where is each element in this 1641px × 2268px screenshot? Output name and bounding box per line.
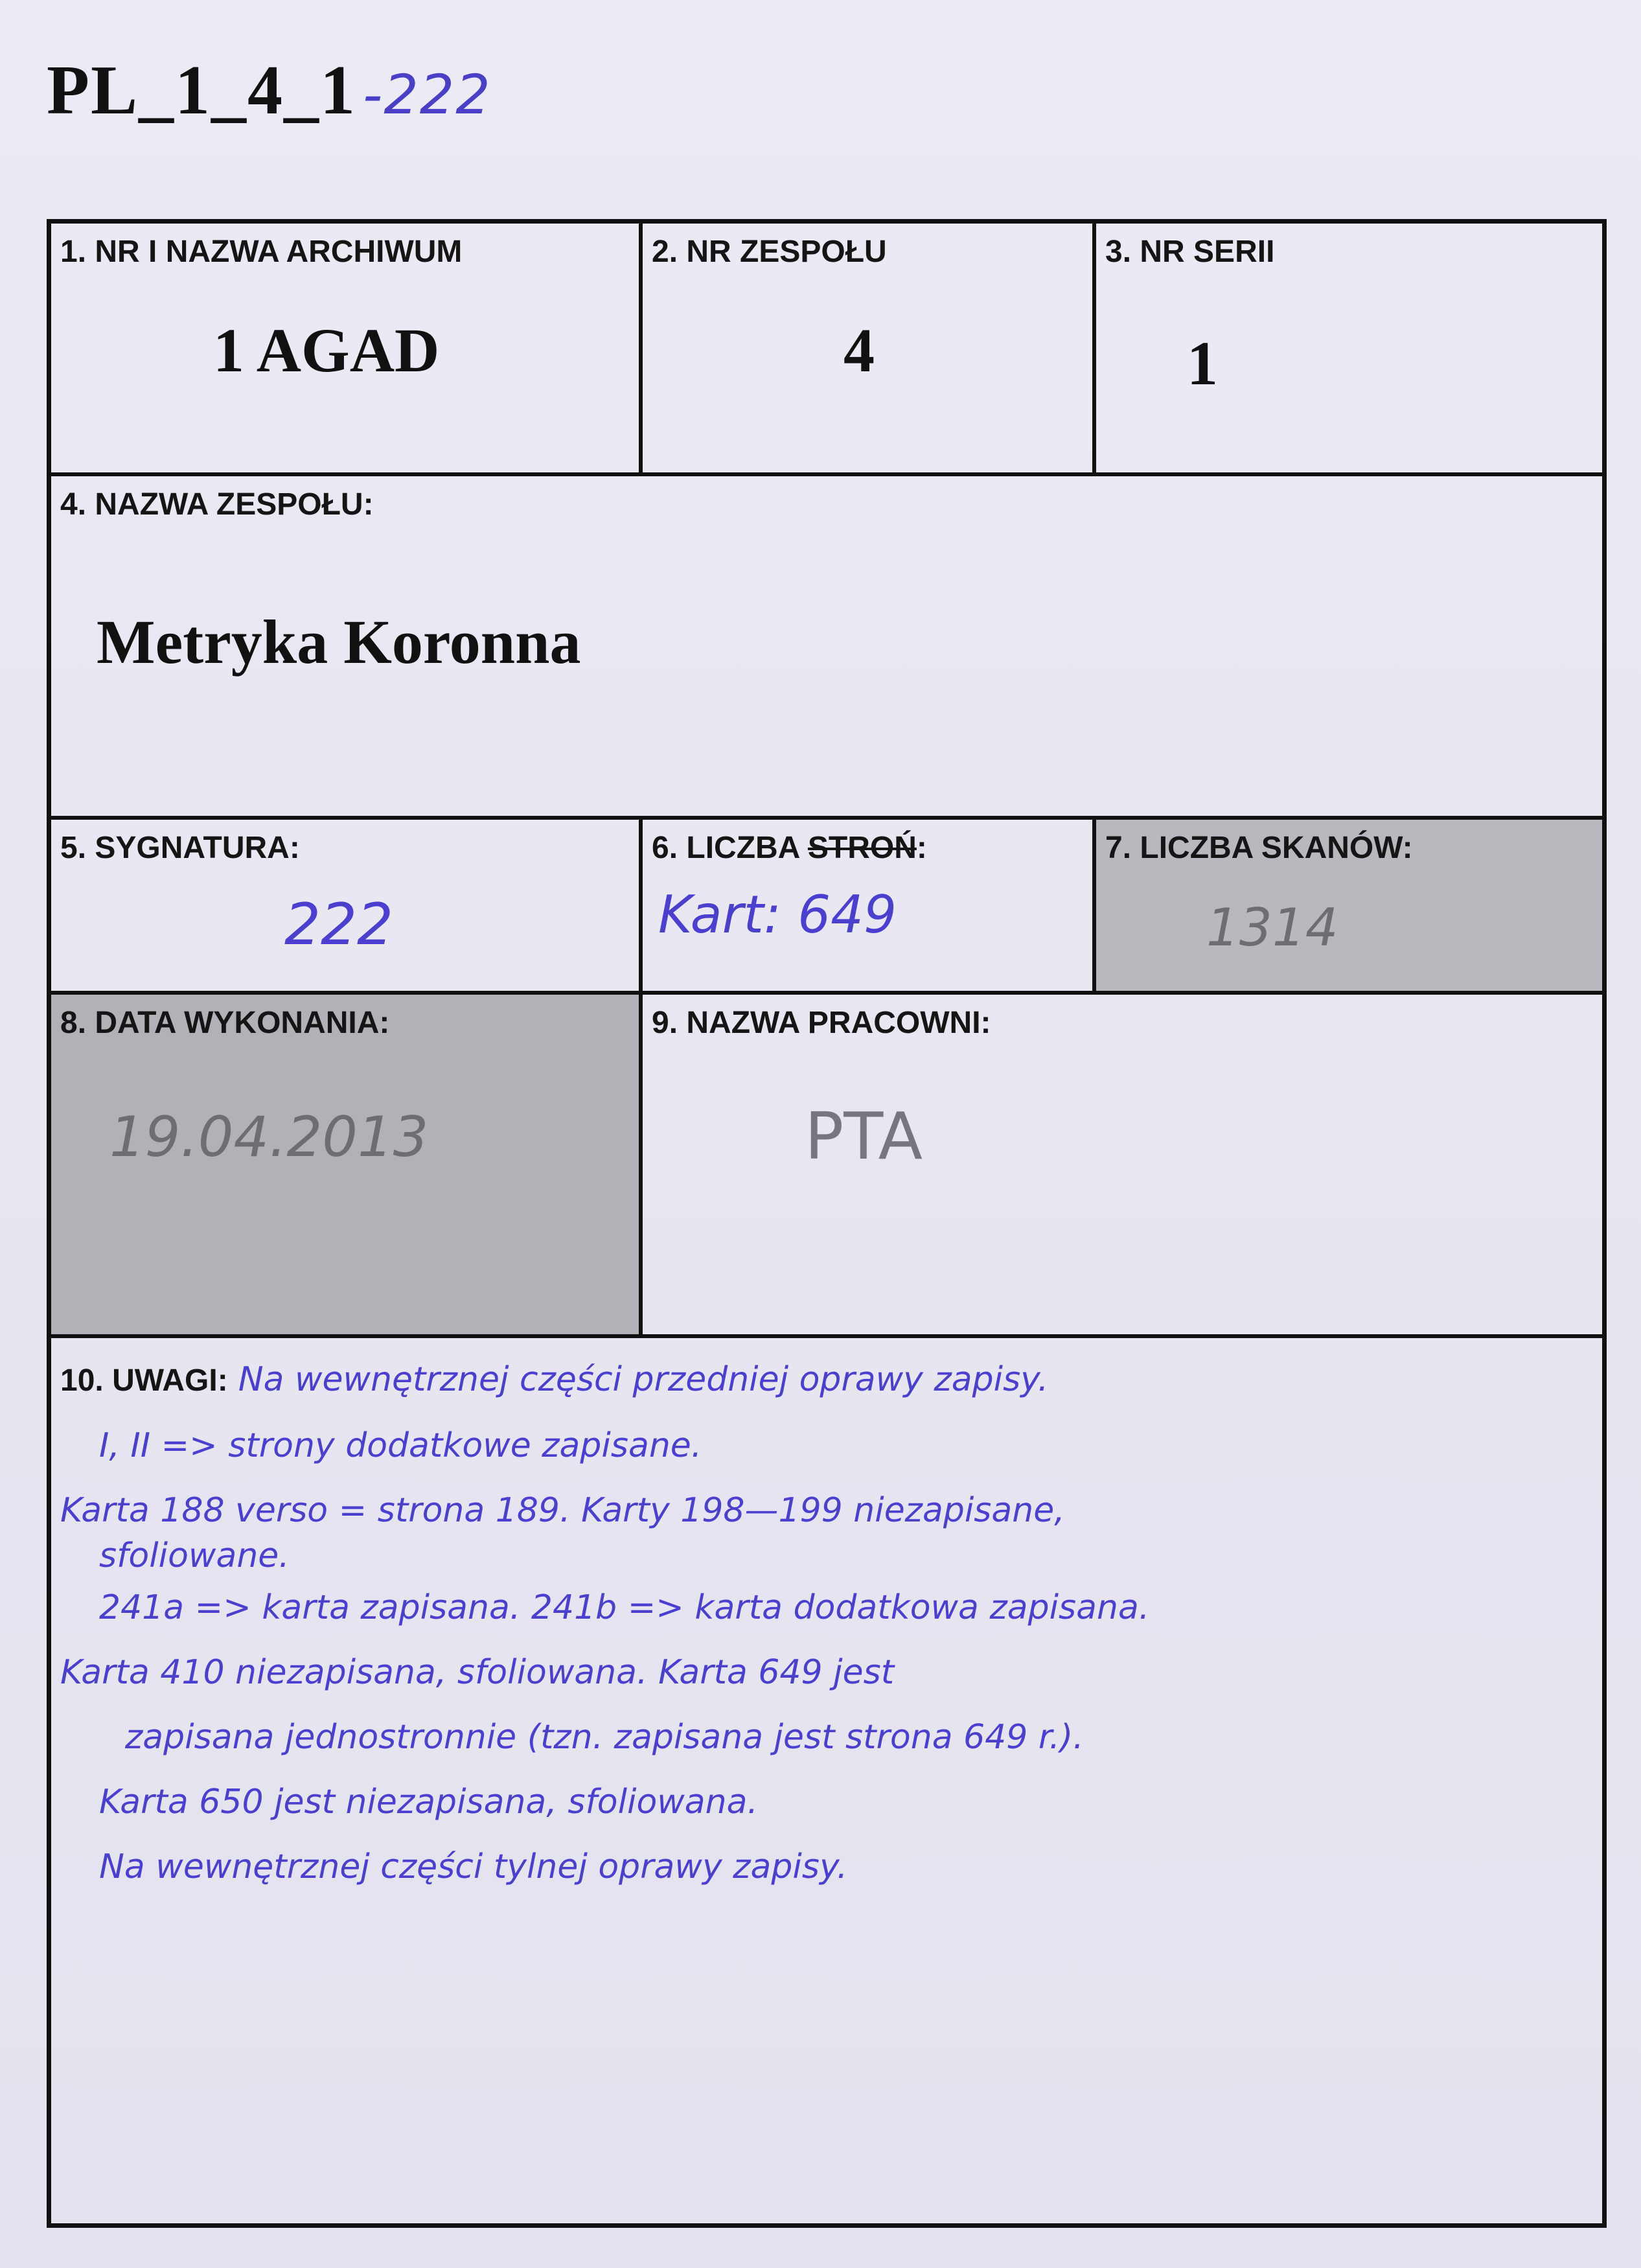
document-code <box>47 51 492 131</box>
field-pages-label-prefix: 6. LICZBA <box>652 831 808 865</box>
notes-line: zapisana jednostronnie (tzn. zapisana jest strona 649 r.). <box>125 1718 1084 1757</box>
field-scans-value: 1314 <box>1206 897 1338 958</box>
field-series-no-label: 3. NR SERII <box>1105 235 1275 269</box>
notes-line: sfoliowane. <box>99 1536 290 1575</box>
field-pages-label-struck: STROŃ <box>807 831 917 865</box>
notes-line: I, II => strony dodatkowe zapisane. <box>99 1426 702 1465</box>
field-archive <box>51 224 643 476</box>
field-scans-label: 7. LICZBA SKANÓW: <box>1105 831 1413 865</box>
field-pages-label-suffix: : <box>916 831 927 865</box>
notes-line <box>60 1347 1589 1413</box>
document-code-handwritten: -222 <box>363 63 492 126</box>
field-notes <box>51 1338 1602 2223</box>
field-workshop-value: PTA <box>805 1098 923 1174</box>
notes-line: Karta 188 verso = strona 189. Karty 198—199 niezapisane, <box>60 1491 1065 1530</box>
field-fonds-no-value: 4 <box>843 316 875 385</box>
field-workshop <box>643 995 1602 1338</box>
field-notes-content <box>60 1347 1589 1899</box>
field-fonds-no <box>643 224 1096 476</box>
notes-line-text: Na wewnętrznej części przedniej oprawy zapisy. <box>238 1360 1049 1399</box>
field-pages <box>643 820 1096 995</box>
field-series-no <box>1096 224 1602 476</box>
field-fonds-no-label: 2. NR ZESPOŁU <box>652 235 887 269</box>
field-signature <box>51 820 643 995</box>
field-series-no-value: 1 <box>1187 329 1218 398</box>
notes-line: Karta 650 jest niezapisana, sfoliowana. <box>99 1783 759 1822</box>
field-date-value: 19.04.2013 <box>109 1105 429 1170</box>
field-date-label: 8. DATA WYKONANIA: <box>60 1006 390 1040</box>
field-fonds-name-label: 4. NAZWA ZESPOŁU: <box>60 487 374 522</box>
field-pages-label <box>652 830 927 866</box>
field-pages-value: Kart: 649 <box>658 885 897 945</box>
document-code-printed: PL_1_4_1 <box>47 52 357 129</box>
field-fonds-name <box>51 476 1602 820</box>
field-workshop-label: 9. NAZWA PRACOWNI: <box>652 1006 991 1040</box>
notes-line: Na wewnętrznej części tylnej oprawy zapisy. <box>99 1847 848 1886</box>
field-archive-value: 1 AGAD <box>213 316 440 385</box>
field-fonds-name-value: Metryka Koronna <box>97 607 581 677</box>
notes-line: Karta 410 niezapisana, sfoliowana. Karta 649 jest <box>60 1653 895 1692</box>
field-scans <box>1096 820 1602 995</box>
field-date <box>51 995 643 1338</box>
notes-line: 241a => karta zapisana. 241b => karta dodatkowa zapisana. <box>99 1588 1150 1627</box>
field-signature-value: 222 <box>284 891 393 958</box>
field-notes-label: 10. UWAGI: <box>60 1363 228 1398</box>
field-archive-label: 1. NR I NAZWA ARCHIWUM <box>60 235 463 269</box>
metadata-form <box>47 219 1607 2228</box>
field-signature-label: 5. SYGNATURA: <box>60 831 300 865</box>
